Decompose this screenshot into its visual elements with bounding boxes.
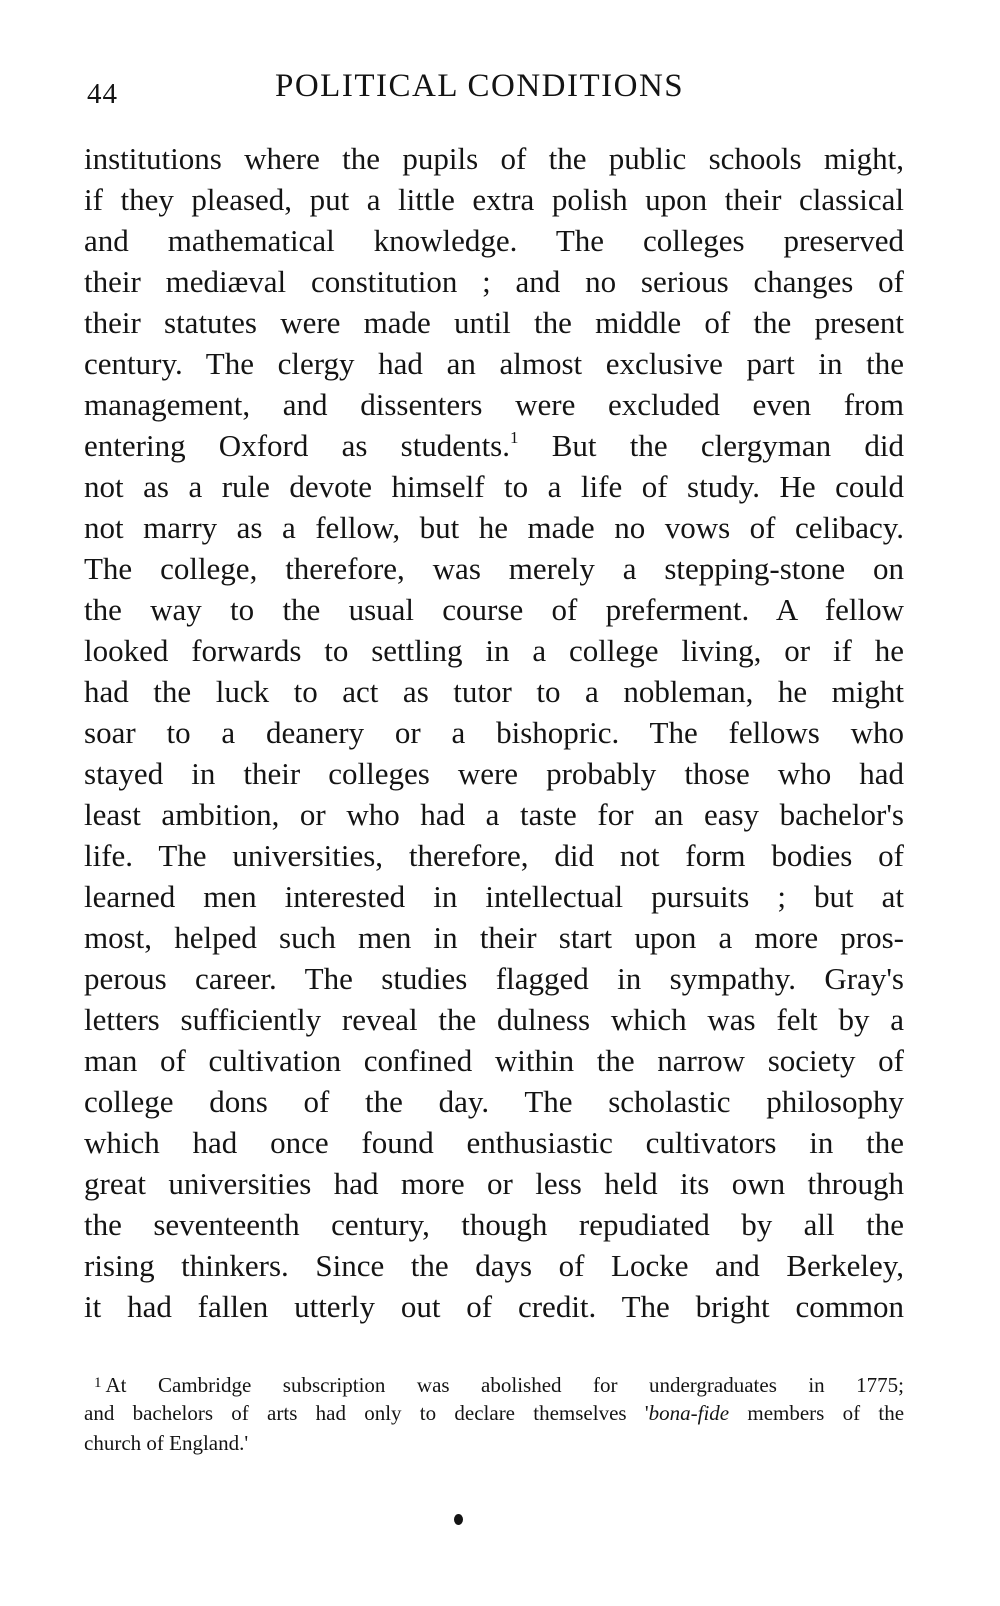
text-line: not as a rule devote himself to a life of study. He could — [84, 469, 904, 504]
text-line: it had fallen utterly out of credit. The bright common — [84, 1289, 904, 1324]
footnote-text: and bachelors of arts had only to declare themselves ' — [84, 1401, 649, 1425]
text-line: The college, therefore, was merely a stepping-stone on — [84, 551, 904, 586]
footnote-text: At Cambridge subscription was abolished for undergraduates in 1775; — [105, 1373, 904, 1397]
text-line: not marry as a fellow, but he made no vows of celibacy. — [84, 510, 904, 545]
text-line: looked forwards to settling in a college living, or if he — [84, 633, 904, 668]
text-line: management, and dissenters were excluded even from — [84, 387, 904, 422]
body-text — [84, 138, 904, 1327]
text-line: which had once found enthusiastic cultivators in the — [84, 1125, 904, 1160]
text-line: and mathematical knowledge. The colleges preserved — [84, 223, 904, 258]
text-line: life. The universities, therefore, did not form bodies of — [84, 838, 904, 873]
text-line: most, helped such men in their start upon a more pros- — [84, 920, 904, 955]
text-line: soar to a deanery or a bishopric. The fellows who — [84, 715, 904, 750]
text-line: great universities had more or less held its own through — [84, 1166, 904, 1201]
text-line: stayed in their colleges were probably those who had — [84, 756, 904, 791]
footnote-line: church of England.' — [84, 1431, 249, 1455]
text-line-with-footnote-ref — [84, 425, 904, 466]
footnote-reference: 1 — [510, 428, 519, 447]
signature-mark-dot — [454, 1514, 463, 1525]
text-line: perous career. The studies flagged in sympathy. Gray's — [84, 961, 904, 996]
text-line: their mediæval constitution ; and no serious changes of — [84, 264, 904, 299]
page-header — [87, 64, 920, 114]
page-number: 44 — [87, 78, 118, 110]
running-head: POLITICAL CONDITIONS — [275, 68, 685, 104]
text-segment: But the clergyman did — [551, 428, 905, 463]
footnote-marker: 1 — [94, 1375, 102, 1391]
text-segment: entering Oxford as students. — [84, 428, 510, 463]
text-line: man of cultivation confined within the narrow society of — [84, 1043, 904, 1078]
text-line: the way to the usual course of preferment. A fellow — [84, 592, 904, 627]
text-line: institutions where the pupils of the public schools might, — [84, 141, 904, 176]
footnote-line — [84, 1368, 904, 1398]
text-line: the seventeenth century, though repudiated by all the — [84, 1207, 904, 1242]
text-line: if they pleased, put a little extra polish upon their classical — [84, 182, 904, 217]
footnote — [84, 1368, 904, 1458]
text-line: learned men interested in intellectual pursuits ; but at — [84, 879, 904, 914]
footnote-italic-term: bona-fide — [648, 1401, 730, 1425]
text-line: least ambition, or who had a taste for an easy bachelor's — [84, 797, 904, 832]
text-line: rising thinkers. Since the days of Locke and Berkeley, — [84, 1248, 904, 1283]
text-line: letters sufficiently reveal the dulness which was felt by a — [84, 1002, 904, 1037]
text-line: century. The clergy had an almost exclusive part in the — [84, 346, 904, 381]
text-line: college dons of the day. The scholastic philosophy — [84, 1084, 904, 1119]
footnote-text: members of the — [747, 1401, 905, 1425]
text-line: their statutes were made until the middle of the present — [84, 305, 904, 340]
text-line: had the luck to act as tutor to a nobleman, he might — [84, 674, 904, 709]
footnote-line — [84, 1398, 904, 1428]
